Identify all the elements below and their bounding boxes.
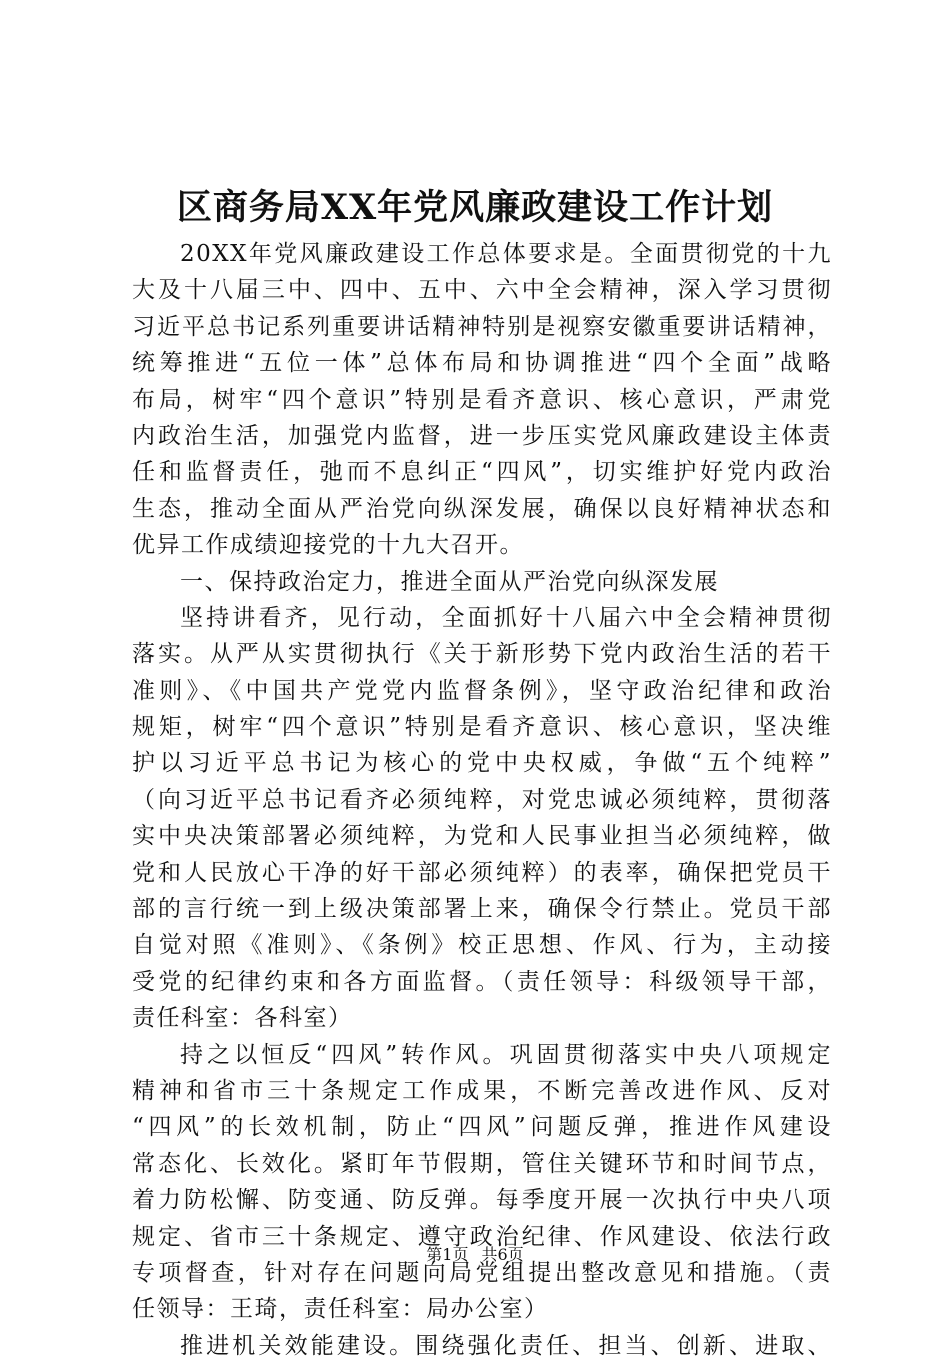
page-number: 第1页 xyxy=(426,1245,469,1264)
body-line: 20XX年党风廉政建设工作总体要求是。全面贯彻党的十九 xyxy=(180,241,832,267)
body-line: 持之以恒反“四风”转作风。巩固贯彻落实中央八项规定 xyxy=(180,1041,832,1068)
body-line: 习近平总书记系列重要讲话精神特别是视察安徽重要讲话精神， xyxy=(132,313,832,340)
body-line: 大及十八届三中、四中、五中、六中全会精神，深入学习贯彻 xyxy=(132,277,832,304)
body-line: 统筹推进“五位一体”总体布局和协调推进“四个全面”战略 xyxy=(132,350,832,377)
page-total: 共6页 xyxy=(481,1245,524,1264)
section-heading: 一、保持政治定力，推进全面从严治党向纵深发展 xyxy=(180,568,719,595)
body-line: 护以习近平总书记为核心的党中央权威，争做“五个纯粹” xyxy=(132,750,832,777)
body-line: 常态化、长效化。紧盯年节假期，管住关键环节和时间节点， xyxy=(132,1150,832,1177)
body-line: 生态，推动全面从严治党向纵深发展，确保以良好精神状态和 xyxy=(132,495,832,522)
body-line: 专项督查，针对存在问题向局党组提出整改意见和措施。（责 xyxy=(132,1259,832,1286)
body-line: 责任科室：各科室） xyxy=(132,1005,353,1032)
body-line: 党和人民放心干净的好干部必须纯粹）的表率，确保把党员干 xyxy=(132,859,832,886)
body-line: 内政治生活，加强党内监督，进一步压实党风廉政建设主体责 xyxy=(132,422,832,449)
body-line: 规矩，树牢“四个意识”特别是看齐意识、核心意识，坚决维 xyxy=(132,714,832,741)
body-line: 受党的纪律约束和各方面监督。（责任领导：科级领导干部， xyxy=(132,968,832,995)
document-title: 区商务局XX年党风廉政建设工作计划 xyxy=(176,187,774,228)
body-line: 任领导：王琦，责任科室：局办公室） xyxy=(132,1296,549,1323)
body-line: （向习近平总书记看齐必须纯粹，对党忠诚必须纯粹，贯彻落 xyxy=(132,786,832,813)
body-line: 精神和省市三十条规定工作成果，不断完善改进作风、反对 xyxy=(132,1077,832,1104)
body-line: 优异工作成绩迎接党的十九大召开。 xyxy=(132,532,524,559)
body-line: 实中央决策部署必须纯粹，为党和人民事业担当必须纯粹，做 xyxy=(132,823,832,850)
body-line: 准则》、《中国共产党党内监督条例》，坚守政治纪律和政治 xyxy=(132,677,832,704)
body-line: 部的言行统一到上级决策部署上来，确保令行禁止。党员干部 xyxy=(132,896,832,923)
body-line: 推进机关效能建设。围绕强化责任、担当、创新、进取、 xyxy=(180,1332,832,1359)
body-line: 任和监督责任，弛而不息纠正“四风”，切实维护好党内政治 xyxy=(132,459,832,486)
body-line: “四风”的长效机制，防止“四风”问题反弹，推进作风建设 xyxy=(132,1114,832,1141)
body-line: 坚持讲看齐，见行动，全面抓好十八届六中全会精神贯彻 xyxy=(180,604,832,631)
body-line: 落实。从严从实贯彻执行《关于新形势下党内政治生活的若干 xyxy=(132,641,832,668)
body-line: 布局，树牢“四个意识”特别是看齐意识、核心意识，严肃党 xyxy=(132,386,832,413)
document-body xyxy=(132,236,832,1364)
body-line: 着力防松懈、防变通、防反弹。每季度开展一次执行中央八项 xyxy=(132,1187,832,1214)
body-line: 自觉对照《准则》、《条例》校正思想、作风、行为，主动接 xyxy=(132,932,832,959)
page-footer xyxy=(0,1244,950,1266)
body-line: 规定、省市三十条规定、遵守政治纪律、作风建设、依法行政 xyxy=(132,1223,832,1250)
